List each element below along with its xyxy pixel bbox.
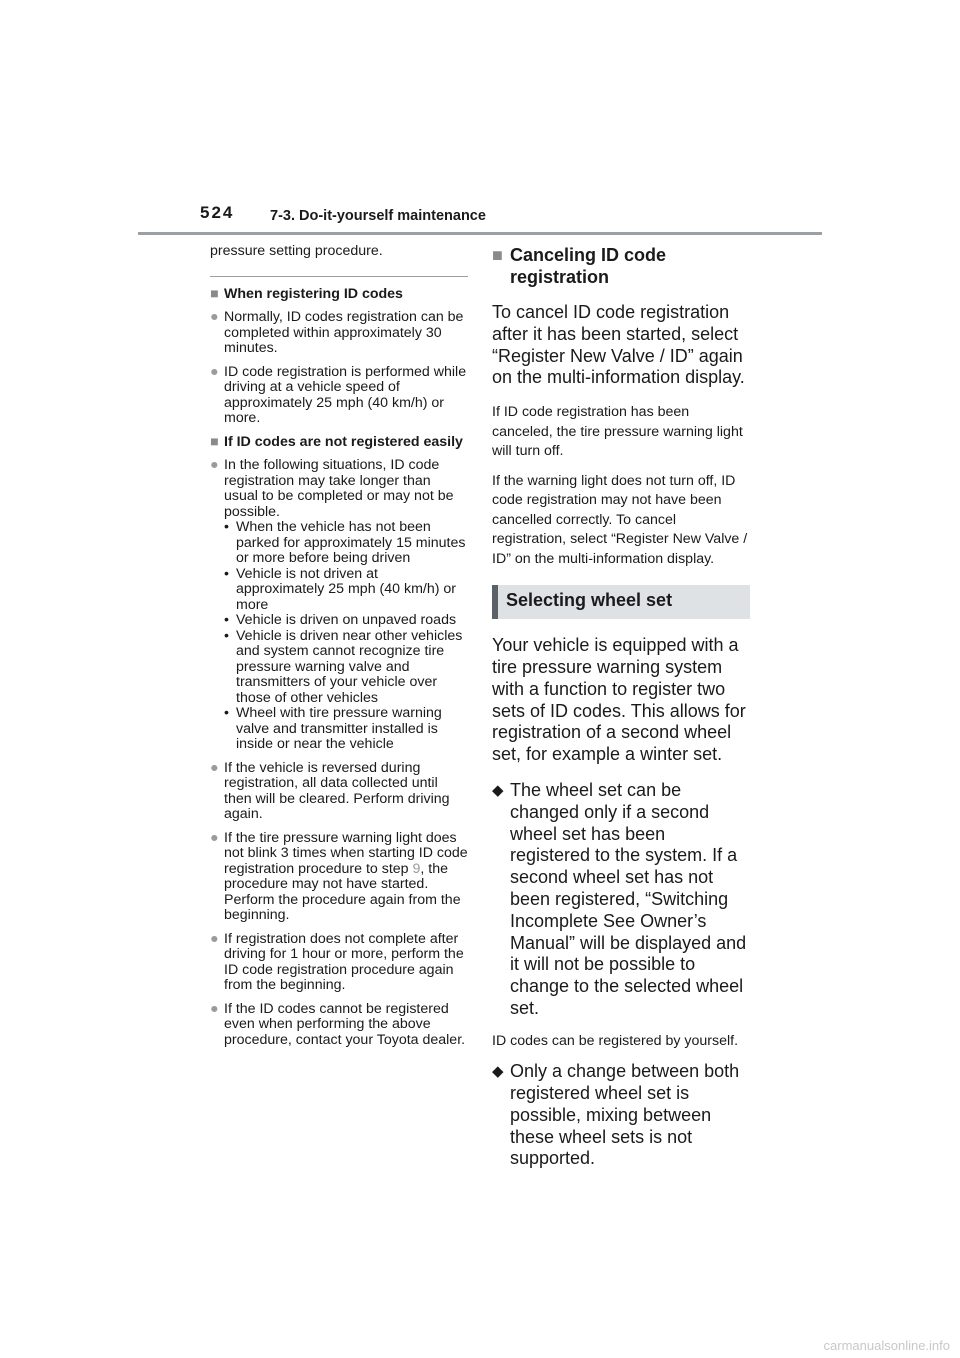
step-reference-link[interactable]: 9 [412,860,421,877]
circle-bullet-icon: ● [210,759,219,776]
diamond-bullet-icon: ◆ [492,781,504,799]
intro-text: pressure setting procedure. [210,243,383,259]
list-item: ● If the vehicle is reversed during registration, all data collected until then will be cleared. Perform driving again. [210,759,450,822]
list-item: • Wheel with tire pressure warning valve and transmitter installed is inside or near the vehicle [224,705,442,752]
registration-note: ID codes can be registered by yourself. [492,1032,739,1049]
right-column [492,244,750,1182]
list-item: • Vehicle is driven on unpaved roads [224,612,457,628]
section-heading-box [492,585,750,619]
circle-bullet-icon: ● [210,363,219,380]
square-bullet-icon: ■ [210,285,219,302]
list-item: ● Normally, ID codes registration can be completed within approximately 30 minutes. [210,309,464,356]
left-column [210,244,468,1056]
divider [210,276,468,277]
subheading-canceling: ■ Canceling ID code registration [492,245,667,287]
circle-bullet-icon: ● [210,829,219,846]
square-bullet-icon: ■ [492,245,503,265]
circle-bullet-icon: ● [210,930,219,947]
cancel-note: If the warning light does not turn off, ID code registration may not have been cancelled correctly. To cancel registration, select “Register New Valve / ID” on the multi-information display. [492,472,748,567]
circle-bullet-icon: ● [210,309,219,325]
list-item: ● ID code registration is performed while driving at a vehicle speed of approximately 25 mph (40 km/h) or more. [210,363,467,426]
cancel-note: If ID code registration has been canceled, the tire pressure warning light will turn off. [492,404,743,460]
cancel-body: To cancel ID code registration after it has been started, select “Register New Valve / ID” again on the multi-information display. [492,302,745,388]
list-item: ● If the ID codes cannot be registered even when performing the above procedure, contact your Toyota dealer. [210,1000,466,1048]
subheading-when-registering: ■ When registering ID codes [210,285,403,302]
page-number: 524 [200,203,235,222]
list-item: ● In the following situations, ID code registration may take longer than usual to be completed or may not be possible. [210,457,454,520]
header-divider [138,232,822,235]
section-accent-bar [492,585,498,619]
subheading-not-registered: ■ If ID codes are not registered easily [210,433,463,450]
circle-bullet-icon: ● [210,1000,219,1017]
section-heading: Selecting wheel set [506,590,673,611]
section-title: 7-3. Do-it-yourself maintenance [270,208,486,224]
square-bullet-icon: ■ [210,433,219,450]
list-item: ● If registration does not complete after driving for 1 hour or more, perform the ID code registration procedure again from the beginning. [210,930,464,993]
list-item: ● If the tire pressure warning light does not blink 3 times when starting ID code registration procedure to step 9, the procedure may not have started. Perform the procedure again from the beginning. [210,829,468,923]
circle-bullet-icon: ● [210,457,219,473]
diamond-bullet-icon: ◆ [492,1063,504,1081]
list-item: • Vehicle is not driven at approximately 25 mph (40 km/h) or more [224,565,456,613]
situation-list [224,520,468,753]
section-body: Your vehicle is equipped with a tire pressure warning system with a function to register two sets of ID codes. This allows for registration of a second wheel set, for example a winter set. [492,635,746,765]
list-item: ◆ The wheel set can be changed only if a second wheel set has been registered to the system. If a second wheel set has not been registered, “Switching Incomplete See Owner’s Manual” will be displayed and it will not be possible to change to the selected wheel set. [492,779,747,1018]
page-header [200,203,820,233]
list-item: • Vehicle is driven near other vehicles and system cannot recognize tire pressure warning valve and transmitters of your vehicle over those of other vehicles [224,627,463,706]
list-item: • When the vehicle has not been parked for approximately 15 minutes or more before being driven [224,519,466,566]
watermark: carmanualsonline.info [823,1338,950,1353]
list-item: ◆ Only a change between both registered wheel set is possible, mixing between these wheel sets is not supported. [492,1061,740,1169]
